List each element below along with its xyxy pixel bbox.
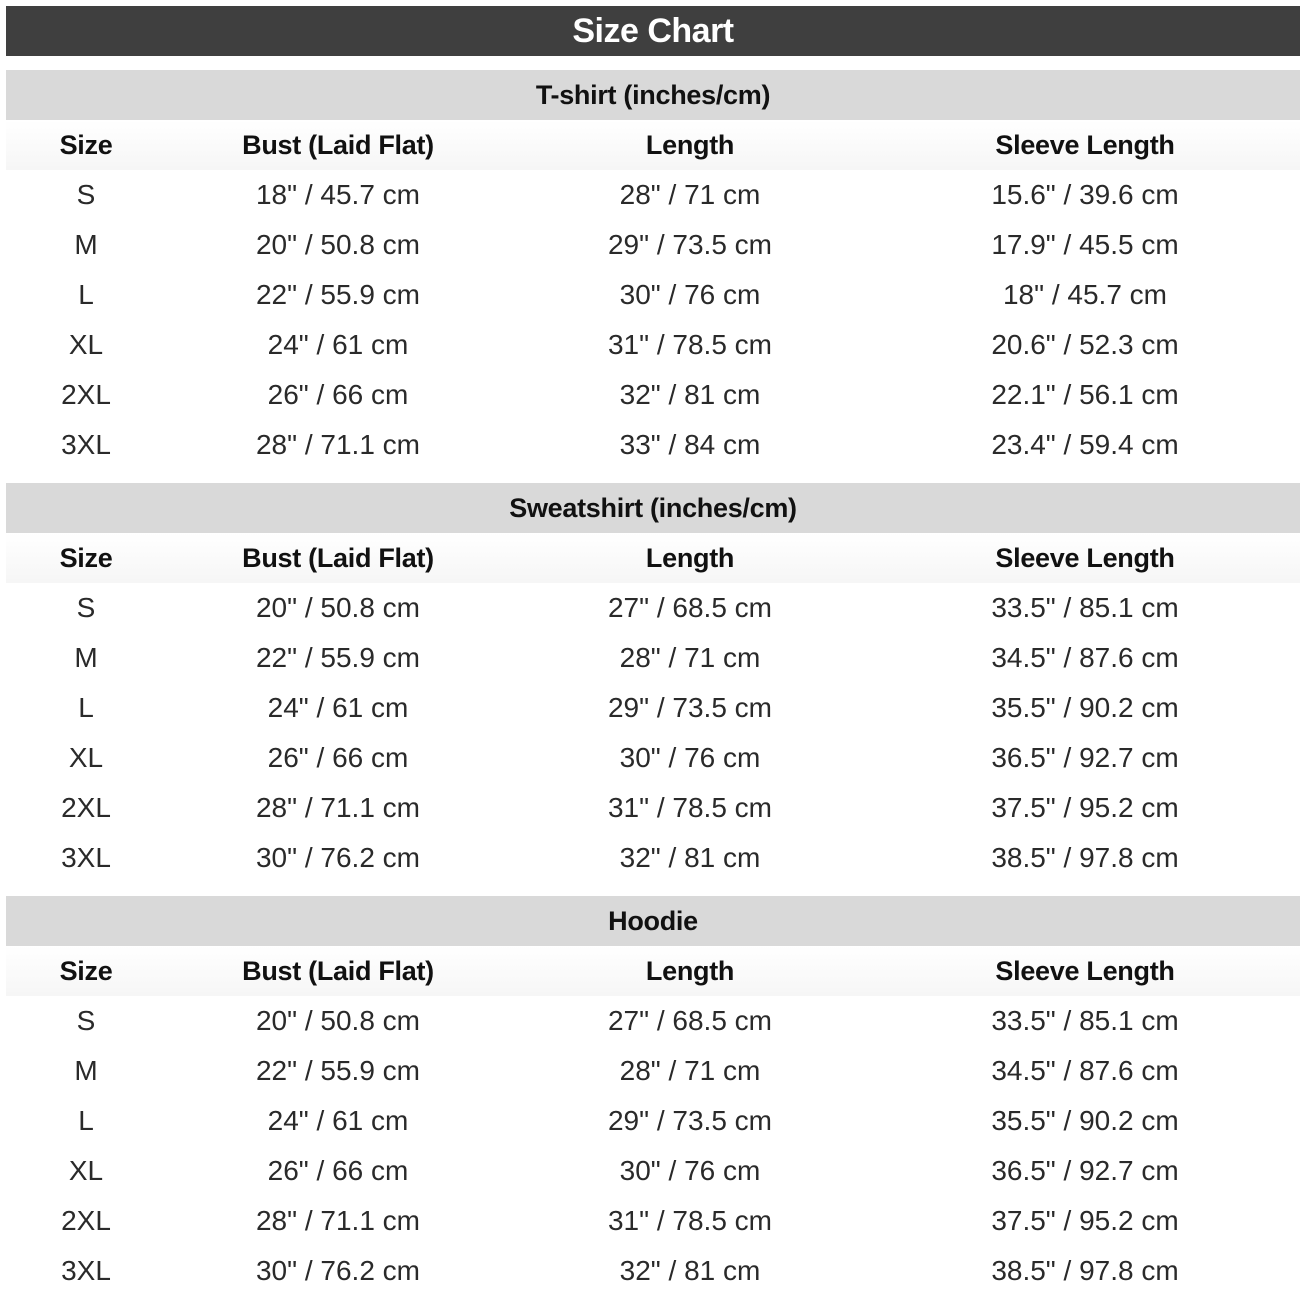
table-row bbox=[6, 370, 1300, 420]
length-cell: 32" / 81 cm bbox=[619, 1255, 761, 1286]
length-cell: 27" / 68.5 cm bbox=[607, 1005, 773, 1036]
table-row bbox=[6, 270, 1300, 320]
length-cell: 31" / 78.5 cm bbox=[607, 792, 773, 823]
size-cell: 3XL bbox=[61, 1255, 111, 1286]
bust-cell: 24" / 61 cm bbox=[267, 1105, 409, 1136]
sleeve-length-cell: 20.6" / 52.3 cm bbox=[991, 329, 1179, 360]
sleeve-length-cell: 37.5" / 95.2 cm bbox=[991, 1205, 1179, 1236]
sleeve-length-cell: 15.6" / 39.6 cm bbox=[991, 179, 1179, 210]
sleeve-length-cell: 38.5" / 97.8 cm bbox=[991, 1255, 1179, 1286]
bust-cell: 24" / 61 cm bbox=[267, 329, 409, 360]
length-cell: 27" / 68.5 cm bbox=[607, 592, 773, 623]
size-cell: M bbox=[74, 1055, 98, 1086]
bust-cell: 22" / 55.9 cm bbox=[255, 279, 421, 310]
size-cell: L bbox=[78, 1105, 94, 1136]
size-cell: 3XL bbox=[61, 842, 111, 873]
length-cell: 30" / 76 cm bbox=[619, 279, 761, 310]
size-cell: 2XL bbox=[61, 792, 111, 823]
bust-cell: 28" / 71.1 cm bbox=[255, 1205, 421, 1236]
sleeve-length-cell: 34.5" / 87.6 cm bbox=[991, 642, 1179, 673]
table-row bbox=[6, 420, 1300, 470]
sleeve-length-cell: 35.5" / 90.2 cm bbox=[991, 692, 1179, 723]
size-cell: XL bbox=[68, 329, 104, 360]
chart-title: Size Chart bbox=[6, 6, 1300, 56]
size-cell: XL bbox=[68, 1155, 104, 1186]
column-header-sleeve-length: Sleeve Length bbox=[995, 955, 1175, 986]
size-cell: S bbox=[76, 592, 96, 623]
bust-cell: 20" / 50.8 cm bbox=[255, 229, 421, 260]
table-row bbox=[6, 683, 1300, 733]
table-row bbox=[6, 733, 1300, 783]
column-header-length: Length bbox=[645, 129, 735, 160]
bust-cell: 22" / 55.9 cm bbox=[255, 642, 421, 673]
length-cell: 28" / 71 cm bbox=[619, 1055, 761, 1086]
size-cell: S bbox=[76, 1005, 96, 1036]
bust-cell: 28" / 71.1 cm bbox=[255, 429, 421, 460]
sleeve-length-cell: 33.5" / 85.1 cm bbox=[991, 592, 1179, 623]
sleeve-length-cell: 35.5" / 90.2 cm bbox=[991, 1105, 1179, 1136]
bust-cell: 24" / 61 cm bbox=[267, 692, 409, 723]
sleeve-length-cell: 36.5" / 92.7 cm bbox=[991, 742, 1179, 773]
size-cell: S bbox=[76, 179, 96, 210]
sleeve-length-cell: 36.5" / 92.7 cm bbox=[991, 1155, 1179, 1186]
table-row bbox=[6, 633, 1300, 683]
table-row bbox=[6, 1246, 1300, 1296]
size-cell: M bbox=[74, 229, 98, 260]
length-cell: 28" / 71 cm bbox=[619, 642, 761, 673]
sleeve-length-cell: 37.5" / 95.2 cm bbox=[991, 792, 1179, 823]
sleeve-length-cell: 17.9" / 45.5 cm bbox=[991, 229, 1179, 260]
bust-cell: 18" / 45.7 cm bbox=[255, 179, 421, 210]
table-row bbox=[6, 996, 1300, 1046]
column-header-size: Size bbox=[59, 129, 113, 160]
size-chart bbox=[6, 6, 1300, 1296]
sleeve-length-cell: 33.5" / 85.1 cm bbox=[991, 1005, 1179, 1036]
section-sweatshirt bbox=[6, 483, 1300, 883]
size-cell: 2XL bbox=[61, 379, 111, 410]
table-row bbox=[6, 220, 1300, 270]
column-header-size: Size bbox=[59, 955, 113, 986]
sleeve-length-cell: 34.5" / 87.6 cm bbox=[991, 1055, 1179, 1086]
size-cell: M bbox=[74, 642, 98, 673]
table-header-row bbox=[6, 946, 1300, 996]
bust-cell: 20" / 50.8 cm bbox=[255, 592, 421, 623]
sleeve-length-cell: 38.5" / 97.8 cm bbox=[991, 842, 1179, 873]
column-header-length: Length bbox=[645, 955, 735, 986]
bust-cell: 26" / 66 cm bbox=[267, 742, 409, 773]
column-header-length: Length bbox=[645, 542, 735, 573]
length-cell: 29" / 73.5 cm bbox=[607, 229, 773, 260]
bust-cell: 20" / 50.8 cm bbox=[255, 1005, 421, 1036]
size-cell: XL bbox=[68, 742, 104, 773]
section-tshirt bbox=[6, 70, 1300, 470]
section-title: T-shirt (inches/cm) bbox=[6, 70, 1300, 120]
column-header-bust: Bust (Laid Flat) bbox=[242, 542, 434, 573]
table-row bbox=[6, 783, 1300, 833]
size-cell: 3XL bbox=[61, 429, 111, 460]
table-row bbox=[6, 1046, 1300, 1096]
table-row bbox=[6, 170, 1300, 220]
table-row bbox=[6, 583, 1300, 633]
length-cell: 32" / 81 cm bbox=[619, 379, 761, 410]
bust-cell: 30" / 76.2 cm bbox=[255, 842, 421, 873]
section-title: Hoodie bbox=[6, 896, 1300, 946]
size-cell: L bbox=[78, 692, 94, 723]
length-cell: 28" / 71 cm bbox=[619, 179, 761, 210]
bust-cell: 30" / 76.2 cm bbox=[255, 1255, 421, 1286]
sleeve-length-cell: 22.1" / 56.1 cm bbox=[991, 379, 1179, 410]
section-title: Sweatshirt (inches/cm) bbox=[6, 483, 1300, 533]
sleeve-length-cell: 18" / 45.7 cm bbox=[1002, 279, 1168, 310]
length-cell: 29" / 73.5 cm bbox=[607, 1105, 773, 1136]
table-row bbox=[6, 1096, 1300, 1146]
column-header-bust: Bust (Laid Flat) bbox=[242, 955, 434, 986]
length-cell: 32" / 81 cm bbox=[619, 842, 761, 873]
bust-cell: 26" / 66 cm bbox=[267, 1155, 409, 1186]
length-cell: 33" / 84 cm bbox=[619, 429, 761, 460]
column-header-size: Size bbox=[59, 542, 113, 573]
bust-cell: 28" / 71.1 cm bbox=[255, 792, 421, 823]
bust-cell: 26" / 66 cm bbox=[267, 379, 409, 410]
length-cell: 31" / 78.5 cm bbox=[607, 1205, 773, 1236]
table-row bbox=[6, 1146, 1300, 1196]
size-cell: L bbox=[78, 279, 94, 310]
size-cell: 2XL bbox=[61, 1205, 111, 1236]
length-cell: 30" / 76 cm bbox=[619, 742, 761, 773]
column-header-sleeve-length: Sleeve Length bbox=[995, 542, 1175, 573]
table-row bbox=[6, 833, 1300, 883]
column-header-bust: Bust (Laid Flat) bbox=[242, 129, 434, 160]
table-header-row bbox=[6, 120, 1300, 170]
table-header-row bbox=[6, 533, 1300, 583]
column-header-sleeve-length: Sleeve Length bbox=[995, 129, 1175, 160]
length-cell: 29" / 73.5 cm bbox=[607, 692, 773, 723]
bust-cell: 22" / 55.9 cm bbox=[255, 1055, 421, 1086]
length-cell: 31" / 78.5 cm bbox=[607, 329, 773, 360]
sleeve-length-cell: 23.4" / 59.4 cm bbox=[991, 429, 1179, 460]
section-hoodie bbox=[6, 896, 1300, 1296]
table-row bbox=[6, 320, 1300, 370]
table-row bbox=[6, 1196, 1300, 1246]
length-cell: 30" / 76 cm bbox=[619, 1155, 761, 1186]
